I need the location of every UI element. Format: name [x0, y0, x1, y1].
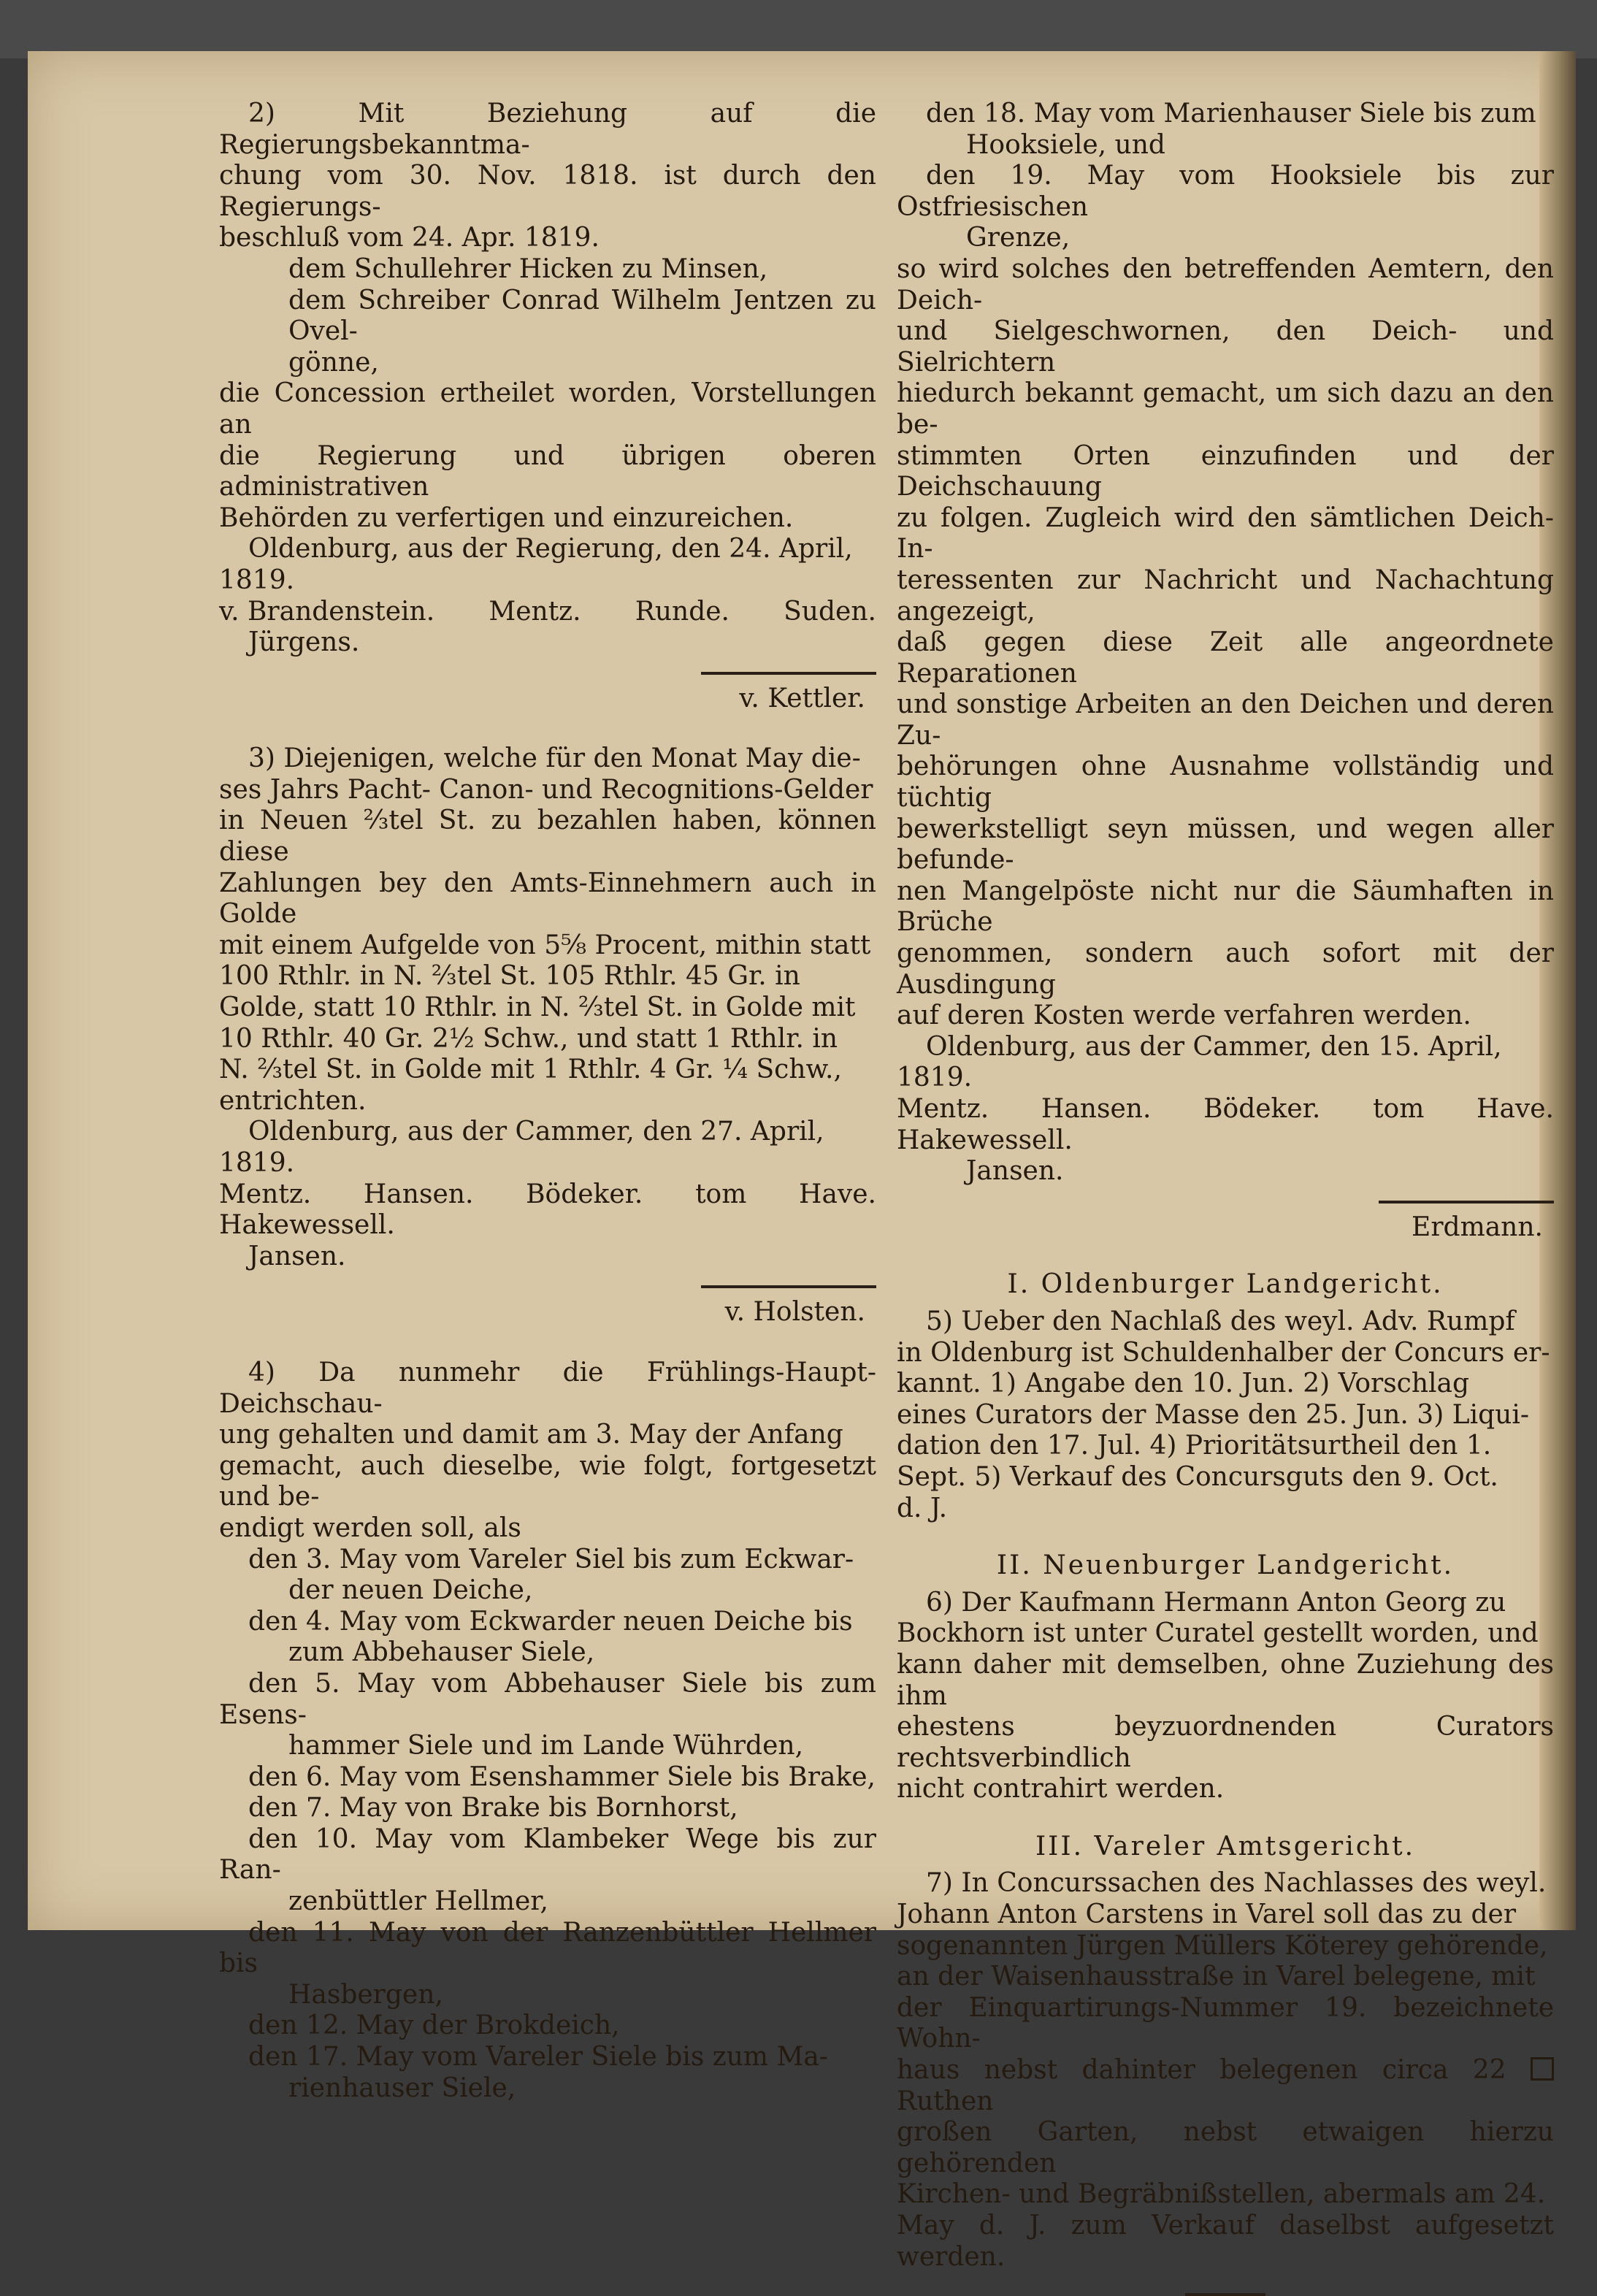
scan-background	[0, 0, 1597, 58]
notice-7-line: sogenannten Jürgen Müllers Köterey gehörende,	[897, 1930, 1548, 1961]
notice-4-line: gemacht, auch dieselbe, wie folgt, fortgesetzt und be-	[219, 1450, 876, 1512]
notice-4-signer: Erdmann.	[1412, 1212, 1543, 1242]
right-column	[897, 99, 1554, 2296]
schedule-line: den 5. May vom Abbehauser Siele bis zum Esens-	[219, 1668, 876, 1730]
end-rule	[1185, 2293, 1265, 2296]
schedule-line: der neuen Deiche,	[288, 1575, 533, 1606]
notice-4-line: ung gehalten und damit am 3. May der Anfang	[219, 1420, 843, 1450]
notice-2-name: dem Schullehrer Hicken zu Minsen,	[288, 253, 768, 284]
notice-3-line: Zahlungen bey den Amts-Einnehmern auch in Golde	[219, 868, 876, 930]
notice-3-line: Golde, statt 10 Rthlr. in N. ⅔tel St. in Golde mit	[219, 992, 856, 1023]
notice-6-line: Bockhorn ist unter Curatel gestellt worden, und	[897, 1618, 1539, 1649]
divider-rule	[701, 672, 876, 675]
schedule-line: den 17. May vom Vareler Siele bis zum Ma-	[248, 2042, 828, 2073]
signature: Mentz.	[489, 596, 581, 627]
notice-4-body: so wird solches den betreffenden Aemtern, den Deich-	[897, 253, 1554, 315]
schedule-line: Hasbergen,	[288, 1979, 443, 2010]
section-heading: I. Oldenburger Landgericht.	[1007, 1269, 1444, 1300]
notice-3-line: N. ⅔tel St. in Golde mit 1 Rthlr. 4 Gr. ¼ Schw.,	[219, 1055, 842, 1085]
notice-2-signatures	[219, 597, 876, 628]
notice-2-signer: v. Kettler.	[739, 683, 865, 713]
notice-2-name: dem Schreiber Conrad Wilhelm Jentzen zu Ovel-	[288, 285, 876, 347]
section-heading: III. Vareler Amtsgericht.	[1035, 1831, 1416, 1861]
notice-2-body: die Concession ertheilet worden, Vorstellungen an	[219, 378, 876, 440]
signature: Runde.	[635, 596, 729, 627]
notice-3-signer: v. Holsten.	[724, 1297, 865, 1328]
schedule-line: zum Abbehauser Siele,	[288, 1637, 595, 1668]
schedule-line: den 10. May vom Klambeker Wege bis zur Ran-	[219, 1824, 876, 1886]
notice-7-line: May d. J. zum Verkauf daselbst aufgesetzt werden.	[897, 2211, 1554, 2272]
notice-7-line: Kirchen- und Begräbnißstellen, abermals am 24.	[897, 2179, 1546, 2210]
schedule-line: den 11. May von der Ranzenbüttler Hellmer bis	[219, 1917, 876, 1979]
schedule-line: den 6. May vom Esenshammer Siele bis Brake,	[248, 1761, 876, 1792]
notice-3-year: 1819.	[219, 1148, 295, 1178]
notice-2-name: gönne,	[288, 347, 379, 378]
notice-3-line: ses Jahrs Pacht- Canon- und Recognitions-Gelder	[219, 774, 873, 805]
signature: Suden.	[784, 596, 876, 627]
schedule-line: den 18. May vom Marienhauser Siele bis zum	[926, 99, 1536, 129]
schedule-line: den 3. May vom Vareler Siel bis zum Eckwar-	[248, 1544, 854, 1574]
square-measure-icon	[1531, 2057, 1554, 2081]
notice-4-body: und Sielgeschwornen, den Deich- und Sielrichtern	[897, 316, 1554, 378]
notice-4-place: Oldenburg, aus der Cammer, den 15. April,	[926, 1031, 1502, 1062]
notice-2-line: chung vom 30. Nov. 1818. ist durch den Regierungs-	[219, 161, 876, 222]
notice-7-line: Johann Anton Carstens in Varel soll das zu der	[897, 1899, 1517, 1930]
schedule-line: zenbüttler Hellmer,	[288, 1886, 548, 1917]
notice-6-line: nicht contrahirt werden.	[897, 1774, 1225, 1805]
notice-2-body: die Regierung und übrigen oberen administrativen	[219, 440, 876, 502]
notice-4-body: hiedurch bekannt gemacht, um sich dazu an den be-	[897, 378, 1554, 440]
schedule-line: hammer Siele und im Lande Wührden,	[288, 1731, 804, 1761]
notice-6-line: 6) Der Kaufmann Hermann Anton Georg zu	[926, 1587, 1506, 1618]
signature: v. Brandenstein.	[219, 596, 435, 627]
schedule-line: den 7. May von Brake bis Bornhorst,	[248, 1793, 738, 1824]
notice-2-line: beschluß vom 24. Apr. 1819.	[219, 223, 600, 253]
signature: Jansen.	[248, 1241, 346, 1271]
schedule-line: den 12. May der Brokdeich,	[248, 2010, 620, 2041]
notice-5-line: dation den 17. Jul. 4) Prioritätsurtheil den 1.	[897, 1431, 1492, 1461]
notice-5-line: in Oldenburg ist Schuldenhalber der Concurs er-	[897, 1337, 1550, 1368]
notice-2-place: Oldenburg, aus der Regierung, den 24. April,	[248, 534, 853, 565]
signature: Jürgens.	[248, 627, 360, 658]
notice-3-line: entrichten.	[219, 1085, 367, 1116]
schedule-line: Grenze,	[966, 223, 1071, 253]
notice-3-line: 3) Diejenigen, welche für den Monat May die-	[248, 743, 861, 774]
schedule-line: den 4. May vom Eckwarder neuen Deiche bis	[248, 1606, 853, 1637]
document-page	[28, 51, 1576, 2272]
notice-4-body: zu folgen. Zugleich wird den sämtlichen Deich-In-	[897, 502, 1554, 565]
notice-3-signatures: Mentz. Hansen. Bödeker. tom Have. Hakewessell.	[219, 1179, 876, 1241]
notice-4-year: 1819.	[897, 1063, 973, 1093]
notice-7-line: 7) In Concurssachen des Nachlasses des weyl.	[926, 1868, 1547, 1899]
notice-4-signatures: Mentz. Hansen. Bödeker. tom Have. Hakewessell.	[897, 1094, 1554, 1155]
notice-2-line: 2) Mit Beziehung auf die Regierungsbekanntma-	[219, 99, 876, 160]
notice-4-body: behörungen ohne Ausnahme vollständig und tüchtig	[897, 751, 1554, 814]
notice-7-line: großen Garten, nebst etwaigen hierzu gehörenden	[897, 2117, 1554, 2178]
notice-5-line: kannt. 1) Angabe den 10. Jun. 2) Vorschlag	[897, 1369, 1470, 1399]
notice-4-body: auf deren Kosten werde verfahren werden.	[897, 1000, 1471, 1031]
notice-6-line: kann daher mit demselben, ohne Zuziehung des ihm	[897, 1649, 1554, 1711]
notice-4-line: 4) Da nunmehr die Frühlings-Haupt-Deichschau-	[219, 1357, 876, 1419]
notice-4-body: stimmten Orten einzufinden und der Deichschauung	[897, 440, 1554, 502]
signature: Jansen.	[966, 1156, 1064, 1187]
notice-3-line: in Neuen ⅔tel St. zu bezahlen haben, können diese	[219, 805, 876, 868]
notice-7-line: der Einquartirungs-Nummer 19. bezeichnete Wohn-	[897, 1992, 1554, 2054]
notice-4-body: nen Mangelpöste nicht nur die Säumhaften in Brüche	[897, 876, 1554, 938]
notice-3-line: 10 Rthlr. 40 Gr. 2½ Schw., und statt 1 Rthlr. in	[219, 1023, 838, 1054]
notice-4-body: bewerkstelligt seyn müssen, und wegen aller befunde-	[897, 814, 1554, 876]
notice-3-line: mit einem Aufgelde von 5⅝ Procent, mithin statt	[219, 930, 871, 960]
schedule-line: rienhauser Siele,	[288, 2073, 516, 2103]
notice-4-body: daß gegen diese Zeit alle angeordnete Reparationen	[897, 627, 1554, 689]
notice-7-text: Ruthen	[897, 2086, 994, 2116]
notice-5-line: 5) Ueber den Nachlaß des weyl. Adv. Rumpf	[926, 1306, 1515, 1336]
notice-4-body: teressenten zur Nachricht und Nachachtung angezeigt,	[897, 565, 1554, 627]
notice-5-line: Sept. 5) Verkauf des Concursguts den 9. Oct.	[897, 1461, 1498, 1492]
section-heading: II. Neuenburger Landgericht.	[996, 1550, 1455, 1581]
notice-4-body: genommen, sondern auch sofort mit der Ausdingung	[897, 938, 1554, 1000]
notice-7-line	[897, 2055, 1554, 2117]
schedule-line: Hooksiele, und	[966, 129, 1165, 160]
notice-6-line: ehestens beyzuordnenden Curators rechtsverbindlich	[897, 1712, 1554, 1773]
notice-2-year: 1819.	[219, 565, 295, 595]
notice-3-line: 100 Rthlr. in N. ⅔tel St. 105 Rthlr. 45 Gr. in	[219, 961, 800, 992]
notice-2-body: Behörden zu verfertigen und einzureichen.	[219, 502, 794, 533]
notice-5-line: d. J.	[897, 1493, 948, 1523]
divider-rule	[1379, 1201, 1554, 1204]
notice-4-line: endigt werden soll, als	[219, 1512, 521, 1543]
notice-3-place: Oldenburg, aus der Cammer, den 27. April,	[248, 1117, 824, 1147]
notice-7-line: an der Waisenhausstraße in Varel belegene, mit	[897, 1962, 1536, 1992]
schedule-line: den 19. May vom Hooksiele bis zur Ostfriesischen	[897, 161, 1554, 222]
notice-5-line: eines Curators der Masse den 25. Jun. 3) Liqui-	[897, 1399, 1530, 1430]
divider-rule	[701, 1285, 876, 1288]
left-column	[219, 99, 876, 2104]
notice-4-body: und sonstige Arbeiten an den Deichen und deren Zu-	[897, 689, 1554, 751]
notice-7-text: haus nebst dahinter belegenen circa 22	[897, 2055, 1506, 2086]
